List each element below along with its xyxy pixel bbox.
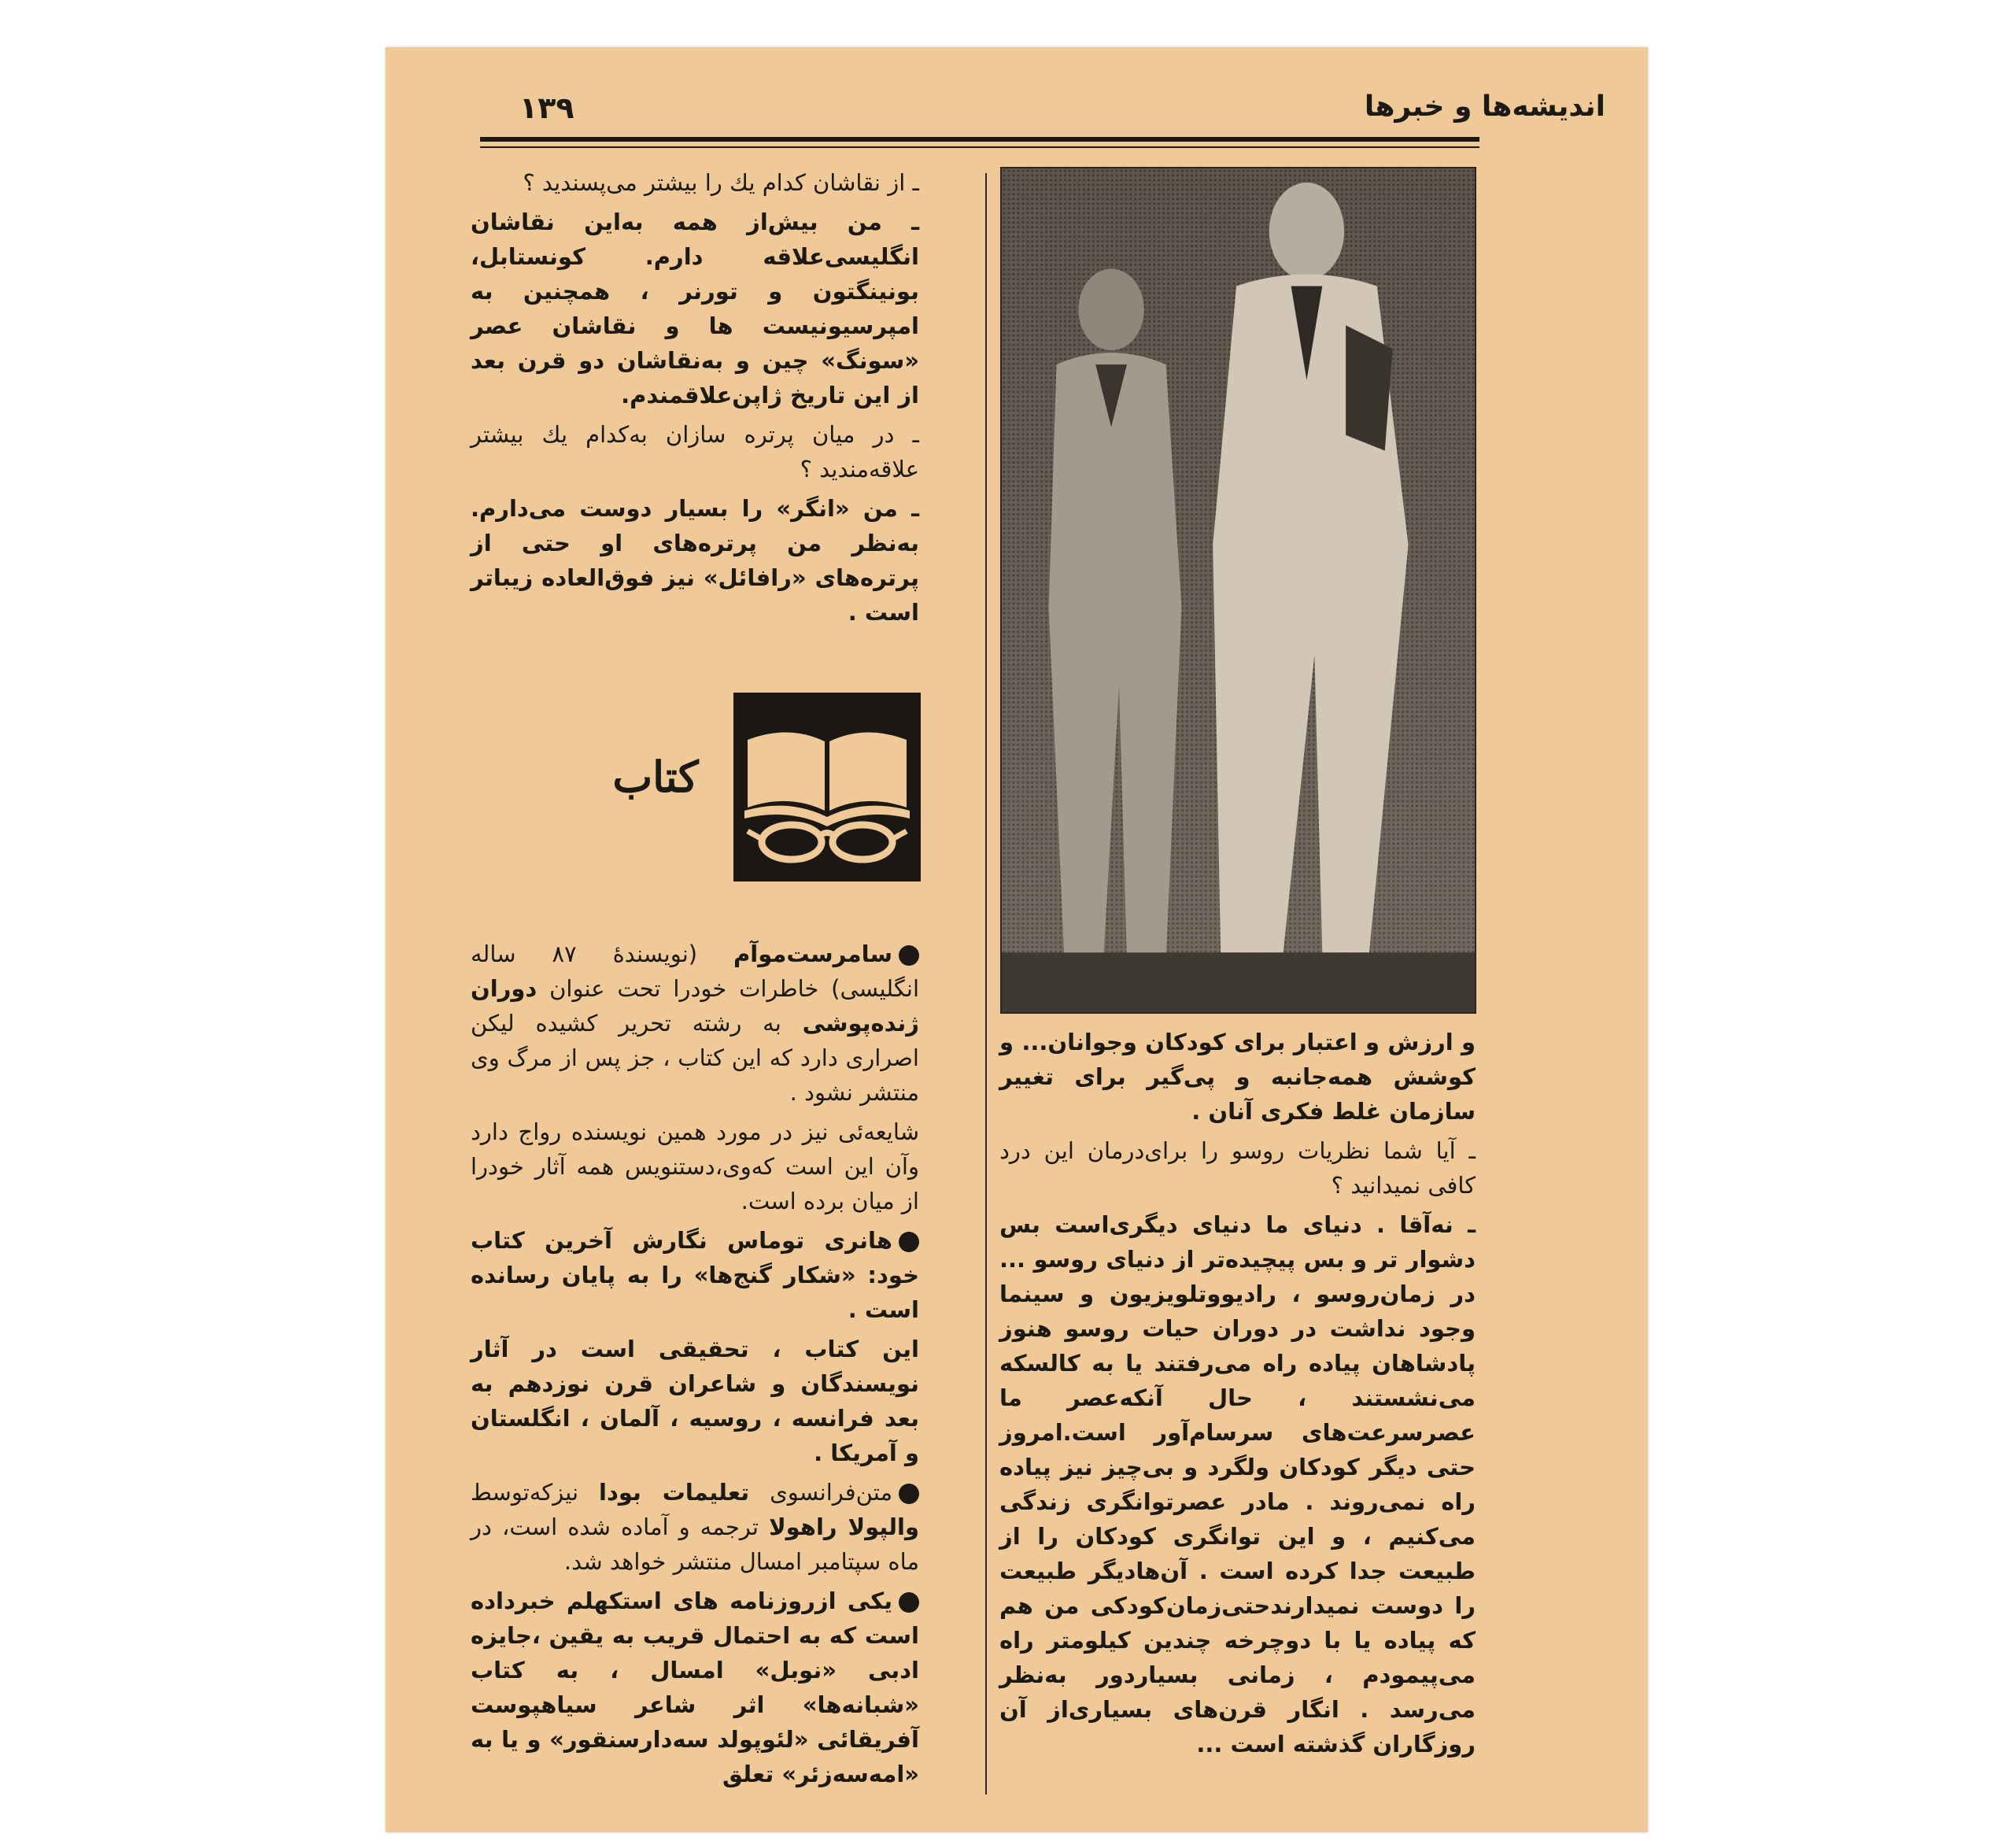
bullet-icon — [899, 1232, 919, 1252]
question-2: ـ در میان پرتره سازان به‌کدام یك بیشتر علاقه‌مندید ؟ — [471, 421, 919, 482]
news-item-1-cont: شایعه‌ئی نیز در مورد همین نویسنده رواج دارد وآن این است که‌وی،دستنویس همه آثار خودرا از میان برده است. — [471, 1118, 919, 1214]
book-news — [471, 937, 919, 1796]
news-item-1: سامرست‌موآم (نویسندهٔ ۸۷ ساله انگلیسی) خاطرات خودرا تحت عنوان دوران ژنده‌پوشی به رشته تحریر کشیده لیکن اصراری دارد که این کتاب ، جز پس از مرگ وی منتشر نشود . — [471, 941, 919, 1106]
answer-2: ـ من «انگر» را بسیار دوست می‌دارم. به‌نظر من پرتره‌های او حتی از پرتره‌های «رافائل» نیز فوق‌العاده زیباتر است . — [471, 495, 919, 626]
question-3: ـ آیا شما نظریات روسو را برای‌درمان این درد کافی نمیدانید ؟ — [999, 1137, 1476, 1199]
question-1: ـ از نقاشان کدام یك را بیشتر می‌پسندید ؟ — [523, 169, 919, 196]
answer-1: ـ من بیش‌از همه به‌این نقاشان انگلیسی‌علاقه دارم. کونستابل، بونینگتون و تورنر ، همچنین به امپرسیونیست ها و نقاشان عصر «سونگ» چین و به‌نقاشان دو قرن بعد از این تاریخ ژاپن‌علاقمندم. — [471, 209, 919, 408]
book-section-title: کتاب — [612, 752, 699, 802]
interview-text-right — [999, 1025, 1476, 1766]
page-number: ۱۳۹ — [519, 91, 574, 125]
interview-text-left — [471, 165, 919, 634]
bullet-icon — [899, 1592, 919, 1613]
column-divider — [985, 173, 987, 1794]
news-item-4: یکی ازروزنامه های استکهلم خبرداده است که به احتمال قریب به یقین ،جایزه ادبی «نوبل» امسال ، به کتاب «شبانه‌ها» اثر شاعر سیاهپوست آفریقائی «لئوپولد سه‌دارسنقور» و یا به «امه‌سه‌زئر» تعلق — [471, 1587, 919, 1787]
section-title: اندیشه‌ها و خبرها — [1364, 91, 1605, 123]
photograph-two-men — [1000, 167, 1476, 1014]
answer-3: ـ نه‌آقا . دنیای ما دنیای دیگری‌است بس دشوار تر و بس پیچیده‌تر از دنیای روسو ... در زمان‌روسو ، رادیووتلویزیون و سینما وجود نداشت در دوران حیات روسو هنوز پادشاهان پیاده راه می‌رفتند یا به کالسکه می‌نشستند ، حال آنکه‌عصر ما عصرسرعت‌های سرسام‌آور است.امروز حتی دیگر کودکان ولگرد و بی‌چیز نیز پیاده راه نمی‌روند . مادر عصرتوانگری زندگی می‌کنیم ، و این توانگری کودکان را از طبیعت جدا کرده است . آن‌هادیگر طبیعت را دوست نمیدارندحتی‌زمان‌کودکی من هم که پیاده یا با دوچرخه چندین کیلومتر راه می‌پیمودم ، زمانی بسیاردور به‌نظر می‌رسد . انگار قرن‌های بسیاری‌از آن روزگاران گذشته است ... — [999, 1211, 1476, 1757]
news-item-2: هانری توماس نگارش آخرین کتاب خود: «شکار گنج‌ها» را به پایان رسانده است . — [471, 1227, 919, 1323]
magazine-page — [386, 47, 1648, 1832]
news-item-3: متن‌فرانسوی تعلیمات بودا نیزکه‌توسط والپولا راهولا ترجمه و آماده شده است، در ماه سپتامبر امسال منتشر خواهد شد. — [471, 1479, 919, 1575]
header-rule-thin — [480, 146, 1479, 148]
header-rule — [480, 137, 1479, 142]
book-glasses-icon — [733, 693, 921, 881]
bullet-icon — [899, 945, 919, 966]
caption-paragraph: و ارزش و اعتبار برای کودکان وجوانان... و کوشش همه‌جانبه و پی‌گیر برای تغییر سازمان غلط فکری آنان . — [999, 1029, 1476, 1125]
bullet-icon — [899, 1484, 919, 1504]
news-item-2-cont: این کتاب ، تحقیقی است در آثار نویسندگان و شاعران قرن نوزدهم به بعد فرانسه ، روسیه ، آلمان ، انگلستان و آمریکا . — [471, 1336, 919, 1466]
